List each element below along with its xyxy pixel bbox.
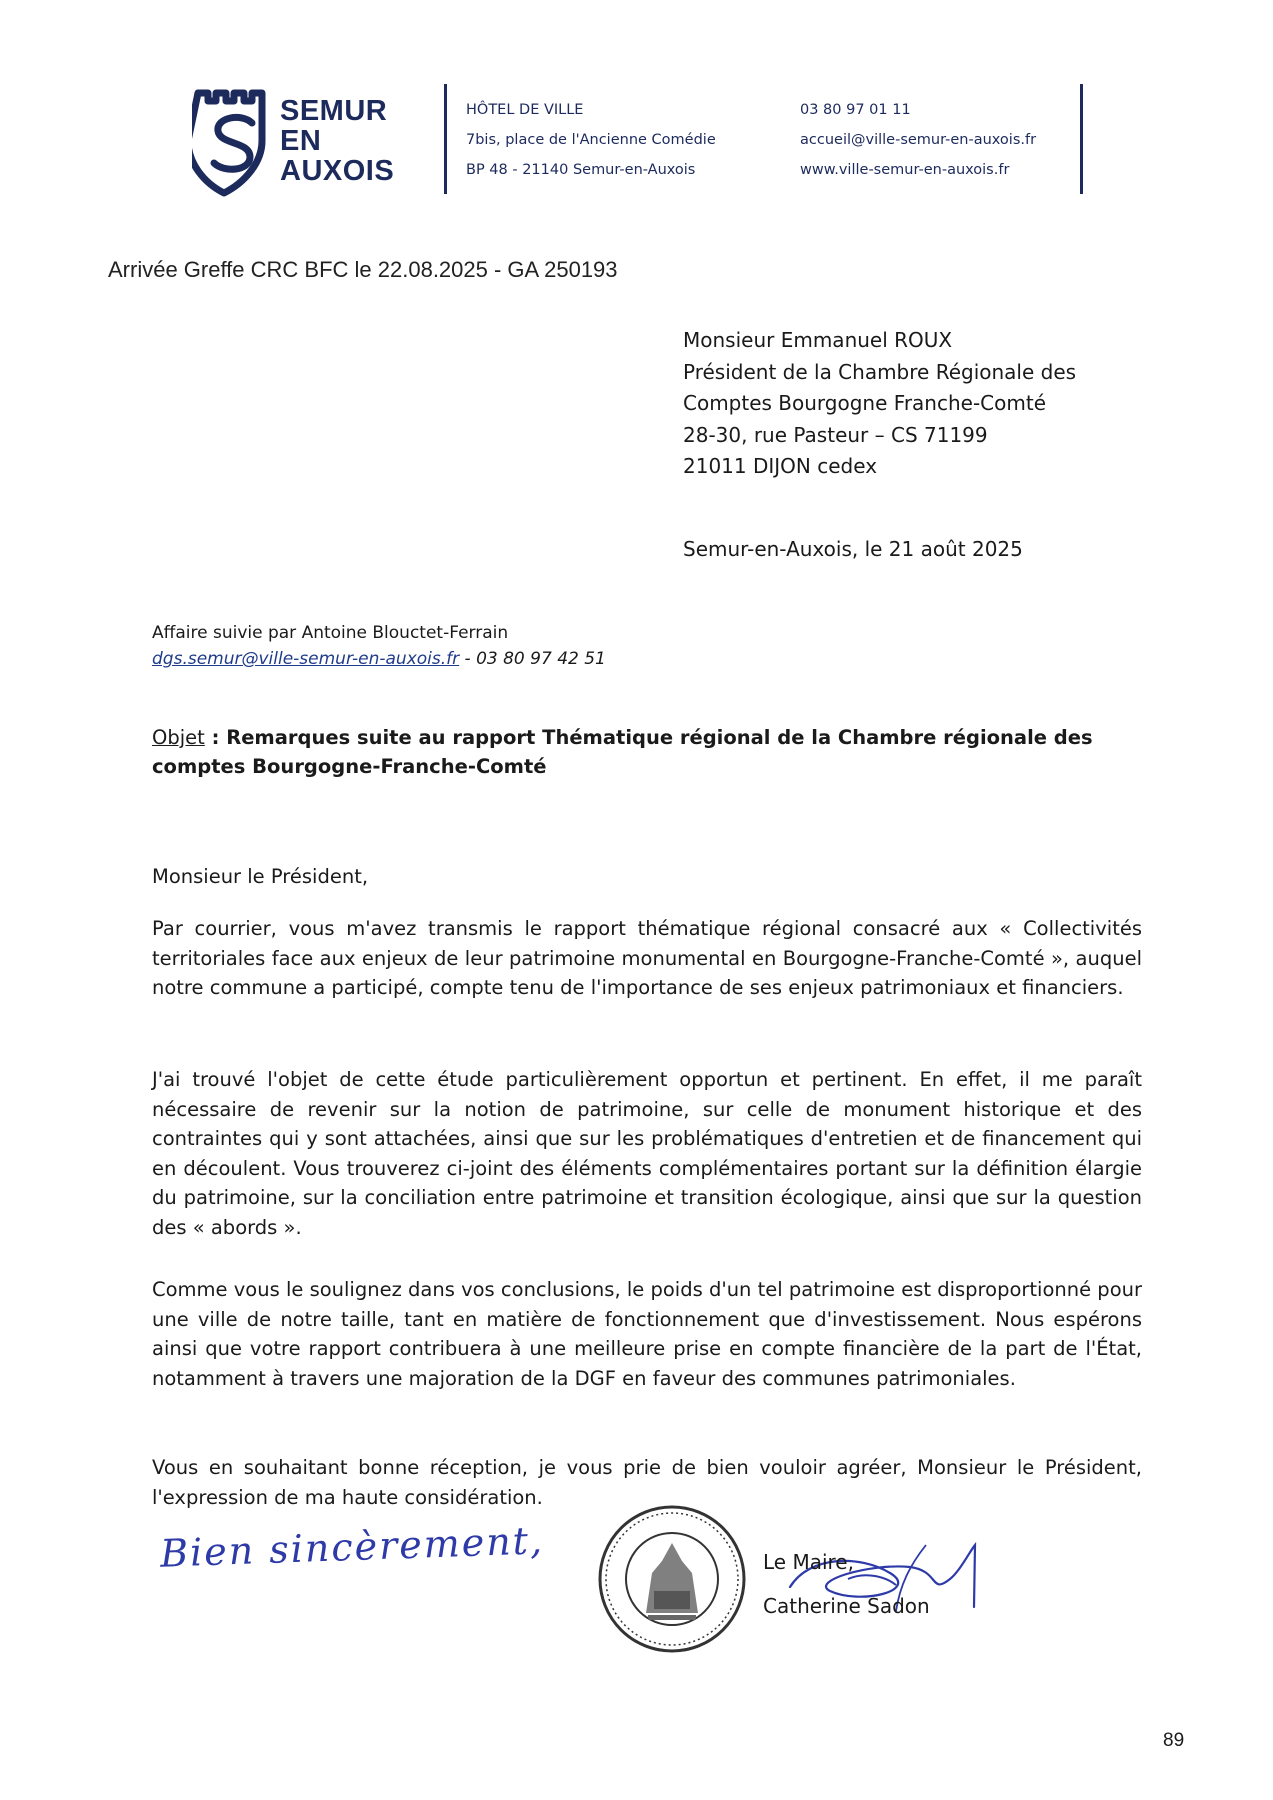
signer-name: Catherine Sadon <box>763 1594 930 1618</box>
subject-text: Remarques suite au rapport Thématique régional de la Chambre régionale des comptes Bourgogne-Franche-Comté <box>152 726 1093 778</box>
city-hall-contact <box>800 95 1036 185</box>
brand-line: EN <box>280 125 322 157</box>
body-paragraph: Vous en souhaitant bonne réception, je vous prie de bien vouloir agréer, Monsieur le Président, l'expression de ma haute considération. <box>152 1456 1142 1509</box>
address-line: BP 48 - 21140 Semur-en-Auxois <box>466 162 696 178</box>
brand-name <box>280 96 394 186</box>
municipal-seal-icon <box>596 1503 748 1655</box>
recipient-address <box>683 325 1143 483</box>
contact-email[interactable]: accueil@ville-semur-en-auxois.fr <box>800 132 1037 148</box>
recipient-line: 21011 DIJON cedex <box>683 454 878 478</box>
follow-up-email[interactable]: dgs.semur@ville-semur-en-auxois.fr <box>152 649 460 669</box>
contact-phone: 03 80 97 01 11 <box>800 102 911 118</box>
body-paragraph: J'ai trouvé l'objet de cette étude particulièrement opportun et pertinent. En effet, il me paraît nécessaire de revenir sur la notion de patrimoine, sur celle de monument historique et des contraintes qui y sont attachées, ainsi que sur les problématiques d'entretien et de financement qui en découlent. Vous trouverez ci-joint des éléments complémentaires portant sur la définition élargie du patrimoine, sur la conciliation entre patrimoine et transition écologique, ainsi que sur la question des « abords ». <box>152 1068 1142 1239</box>
follow-up-label: Affaire suivie par Antoine Blouctet-Ferrain <box>152 623 509 643</box>
salutation: Monsieur le Président, <box>152 865 369 888</box>
recipient-line: Président de la Chambre Régionale des <box>683 359 1077 384</box>
handwritten-closing: Bien sincèrement, <box>159 1518 545 1576</box>
address-line: HÔTEL DE VILLE <box>466 102 584 118</box>
follow-up-contact <box>152 646 606 672</box>
contact-website[interactable]: www.ville-semur-en-auxois.fr <box>800 162 1010 178</box>
page-number: 89 <box>1163 1730 1185 1751</box>
header-divider <box>444 84 447 194</box>
subject-separator: : <box>204 726 227 749</box>
city-hall-address <box>466 95 716 185</box>
recipient-line: 28-30, rue Pasteur – CS 71199 <box>683 422 988 447</box>
registry-stamp: Arrivée Greffe CRC BFC le 22.08.2025 - GA 250193 <box>108 257 618 282</box>
place-date: Semur-en-Auxois, le 21 août 2025 <box>683 537 1023 561</box>
body-paragraph: Comme vous le soulignez dans vos conclusions, le poids d'un tel patrimoine est disproportionné pour une ville de notre taille, tant en matière de fonctionnement que d'investissement. Nous espérons ainsi que votre rapport contribuera à une meilleure prise en compte financière de la part de l'État, notamment à travers une majoration de la DGF en faveur des communes patrimoniales. <box>152 1278 1142 1390</box>
signer-title: Le Maire, <box>763 1550 854 1574</box>
body-paragraph: Par courrier, vous m'avez transmis le rapport thématique régional consacré aux « Collectivités territoriales face aux enjeux de leur patrimoine monumental en Bourgogne-Franche-Comté », auquel notre commune a participé, compte tenu de l'importance de ses enjeux patrimoniaux et financiers. <box>152 917 1142 999</box>
subject-line <box>152 723 1142 781</box>
recipient-line: Monsieur Emmanuel ROUX <box>683 328 953 352</box>
address-line: 7bis, place de l'Ancienne Comédie <box>466 132 716 148</box>
subject-label: Objet <box>152 726 205 749</box>
brand-line: AUXOIS <box>280 155 395 187</box>
follow-up-block <box>152 620 606 672</box>
follow-up-phone: - 03 80 97 42 51 <box>459 649 606 669</box>
recipient-line: Comptes Bourgogne Franche-Comté <box>683 391 1046 415</box>
header-divider <box>1080 84 1083 194</box>
brand-line: SEMUR <box>280 95 388 127</box>
castle-shield-icon <box>192 85 282 197</box>
signer-block <box>763 1540 930 1628</box>
